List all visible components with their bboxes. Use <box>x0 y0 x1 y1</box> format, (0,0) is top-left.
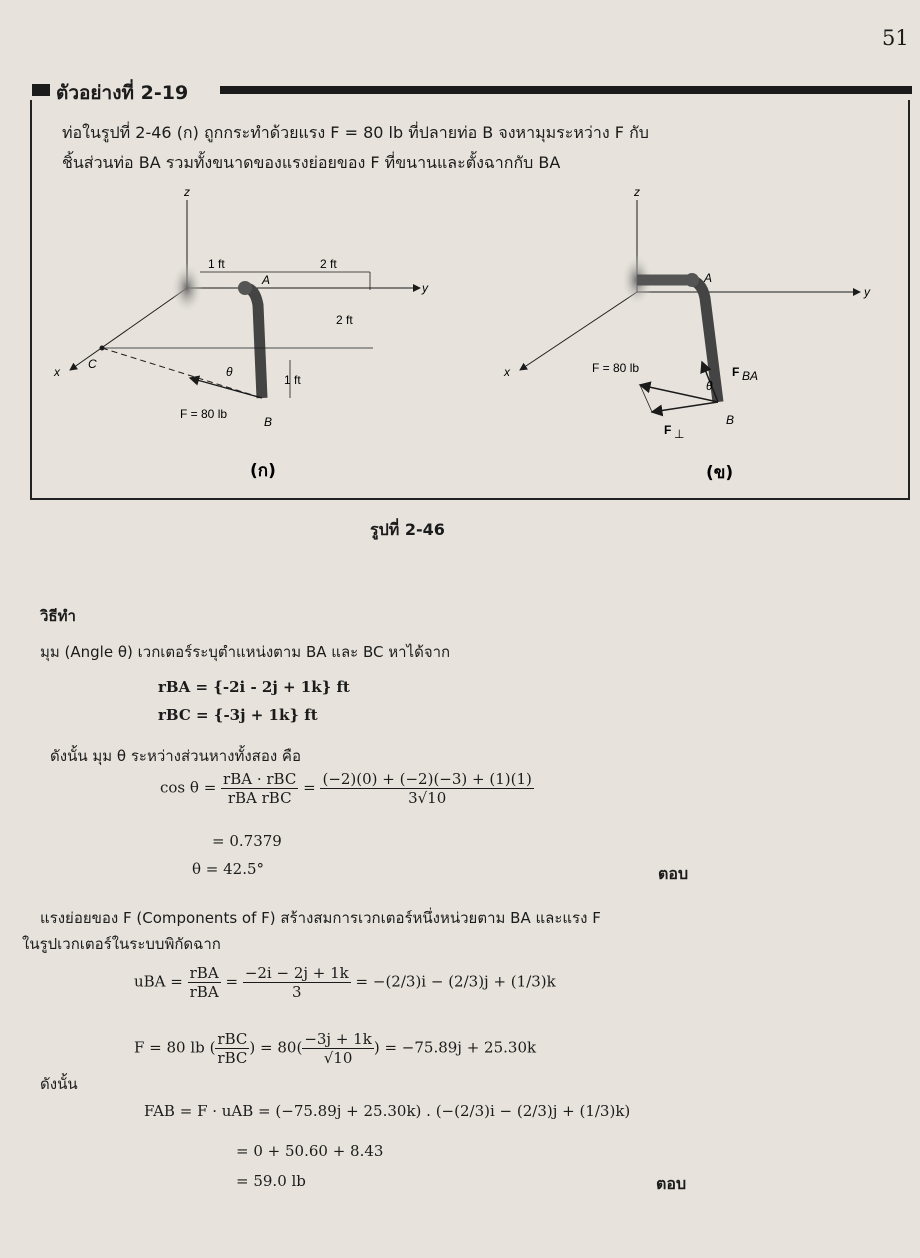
f-mid: = 80 <box>260 1038 297 1057</box>
problem-line-2: ชิ้นส่วนท่อ BA รวมทั้งขนาดของแรงย่อยของ F ที่ขนานและตั้งฉากกับ BA <box>62 153 561 172</box>
answer-label-1: ตอบ <box>658 864 689 883</box>
point-c <box>100 346 105 351</box>
f-paren-open: ( <box>209 1038 216 1057</box>
u-f1-num: rBA <box>189 964 219 982</box>
force-arrow-a <box>190 378 262 398</box>
label-fba-sub: BA <box>742 369 759 383</box>
cos-equals: = <box>303 778 316 797</box>
component-dashed <box>640 385 652 412</box>
f-f1-den: rBC <box>217 1049 248 1067</box>
f-rhs: = −75.89j + 25.30k <box>384 1038 537 1057</box>
label-2ft-diag: 2 ft <box>336 313 353 327</box>
pipe-segment-ab <box>245 288 262 398</box>
solution-heading: วิธีทำ <box>40 607 76 625</box>
answer-label-2: ตอบ <box>656 1174 687 1193</box>
label-y: y <box>422 281 428 295</box>
label-fperp-sub: ⊥ <box>674 427 685 441</box>
label-c: C <box>88 357 97 371</box>
f-f2-den: √10 <box>323 1049 353 1067</box>
f-paren-close: ) <box>249 1038 256 1057</box>
cos-fraction-1 <box>221 770 298 807</box>
theta-value: θ = 42.5° <box>192 860 265 878</box>
fab-result: = 59.0 lb <box>236 1172 306 1190</box>
f-fraction-1 <box>215 1030 249 1067</box>
cos-value: = 0.7379 <box>212 832 282 850</box>
label-1ft: 1 ft <box>208 257 225 271</box>
therefore-label: ดังนั้น <box>40 1075 78 1093</box>
cos-num: rBA · rBC <box>223 770 297 788</box>
label-fba: F <box>732 365 740 379</box>
label-fperp: F <box>664 423 672 437</box>
label-x: x <box>54 365 60 379</box>
page-number: 51 <box>882 26 909 50</box>
figure-b-label: (ข) <box>706 463 734 483</box>
header-marker <box>32 84 50 96</box>
figure-caption: รูปที่ 2-46 <box>370 520 445 539</box>
line-bc <box>102 348 262 398</box>
cos-lhs: cos θ = <box>160 778 217 797</box>
elbow <box>238 281 252 295</box>
cos-rhs-den: 3√10 <box>408 789 447 807</box>
header-rule <box>220 86 912 94</box>
example-title: ตัวอย่างที่ 2-19 <box>56 78 194 108</box>
label-b-b: B <box>726 413 735 427</box>
cos-fraction-2 <box>320 770 533 807</box>
u-lhs: uBA = <box>134 972 183 991</box>
label-2ft-top: 2 ft <box>320 257 337 271</box>
fperp-arrow <box>652 402 718 412</box>
u-f2-num: −2i − 2j + 1k <box>244 964 349 982</box>
u-rhs: = −(2/3)i − (2/3)j + (1/3)k <box>355 972 556 991</box>
pipe-segment-ab-b <box>690 280 718 402</box>
label-1ft-vert: 1 ft <box>284 373 301 387</box>
u-fraction-1 <box>188 964 221 1001</box>
cos-equation <box>160 770 534 807</box>
u-ba-equation <box>134 964 556 1001</box>
label-z-b: z <box>634 185 640 199</box>
r-bc-eq: rBC = {-3j + 1k} ft <box>158 706 318 724</box>
x-axis-b <box>520 292 637 370</box>
r-ba-eq: rBA = {-2i - 2j + 1k} ft <box>158 678 350 696</box>
then-angle: ดังนั้น มุม θ ระหว่างส่วนหางทั้งสอง คือ <box>50 747 301 765</box>
fab-step: = 0 + 50.60 + 8.43 <box>236 1142 384 1160</box>
components-intro-2: ในรูปเวกเตอร์ในระบบพิกัดฉาก <box>22 935 221 953</box>
cos-den: rBA rBC <box>227 789 292 807</box>
f-paren2-open: ( <box>296 1038 303 1057</box>
f-lhs: F = 80 lb <box>134 1038 205 1057</box>
label-force-a: F = 80 lb <box>180 407 228 421</box>
u-f2-den: 3 <box>292 983 302 1001</box>
components-intro: แรงย่อยของ F (Components of F) สร้างสมการเวกเตอร์หนึ่งหน่วยตาม BA และแรง F <box>40 909 601 927</box>
f-f2-num: −3j + 1k <box>304 1030 372 1048</box>
label-force-b: F = 80 lb <box>592 361 640 375</box>
label-x-b: x <box>504 365 510 379</box>
cos-rhs-num: (−2)(0) + (−2)(−3) + (1)(1) <box>322 770 532 788</box>
figure-b <box>480 180 900 490</box>
f-equation <box>134 1030 536 1067</box>
figure-a <box>40 180 470 490</box>
label-theta-a: θ <box>226 365 233 379</box>
u-fraction-2 <box>243 964 351 1001</box>
label-z: z <box>184 185 190 199</box>
u-eq: = <box>225 972 239 991</box>
label-y-b: y <box>864 285 870 299</box>
problem-line-1: ท่อในรูปที่ 2-46 (ก) ถูกกระทำด้วยแรง F = 80 lb ที่ปลายท่อ B จงหามุมระหว่าง F กับ <box>62 123 649 142</box>
f-fraction-2 <box>302 1030 374 1067</box>
fab-equation: FAB = F · uAB = (−75.89j + 25.30k) . (−(2/3)i − (2/3)j + (1/3)k) <box>144 1102 631 1120</box>
f-f1-num: rBC <box>217 1030 248 1048</box>
label-b: B <box>264 415 273 429</box>
label-theta-b: θ <box>706 379 713 393</box>
label-a: A <box>262 273 271 287</box>
angle-intro: มุม (Angle θ) เวกเตอร์ระบุตำแหน่งตาม BA และ BC หาได้จาก <box>40 643 451 661</box>
u-f1-den: rBA <box>189 983 219 1001</box>
elbow-b <box>685 273 699 287</box>
figure-a-label: (ก) <box>250 461 276 481</box>
label-a-b: A <box>704 271 713 285</box>
problem-statement <box>62 118 902 178</box>
f-paren2-close: ) <box>373 1038 380 1057</box>
